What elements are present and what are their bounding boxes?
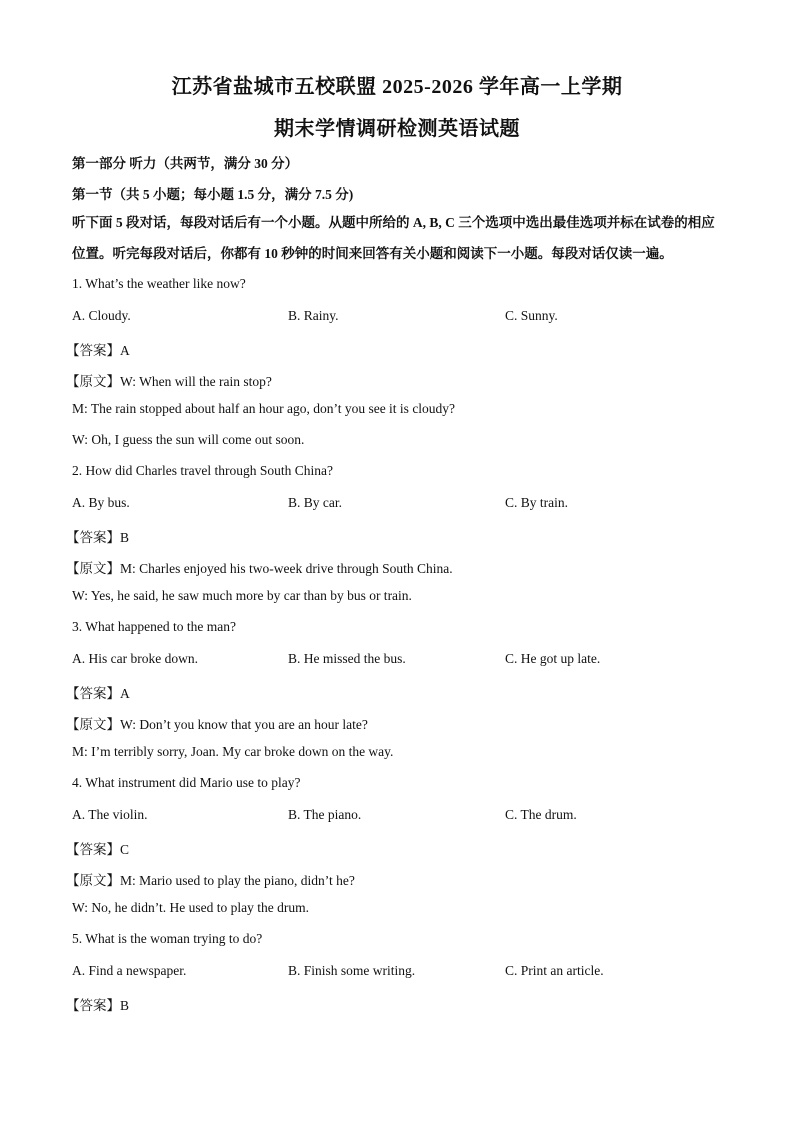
q2-option-c: C. By train. — [505, 495, 568, 510]
q5-answer: 【答案】B — [66, 998, 130, 1013]
question-2: 2. How did Charles travel through South China? — [72, 463, 333, 478]
q1-option-a: A. Cloudy. — [72, 308, 131, 323]
q2-transcript-1: 【原文】M: Charles enjoyed his two-week drive through South China. — [66, 561, 453, 576]
q3-option-b: B. He missed the bus. — [288, 651, 406, 666]
q4-option-c: C. The drum. — [505, 807, 577, 822]
q1-transcript-1: 【原文】W: When will the rain stop? — [66, 374, 272, 389]
q3-option-a: A. His car broke down. — [72, 651, 198, 666]
question-4: 4. What instrument did Mario use to play? — [72, 775, 301, 790]
q1-option-c: C. Sunny. — [505, 308, 558, 323]
q5-option-b: B. Finish some writing. — [288, 963, 416, 978]
q2-answer: 【答案】B — [66, 530, 130, 545]
question-3: 3. What happened to the man? — [72, 619, 236, 634]
q1-option-b: B. Rainy. — [288, 308, 339, 323]
q4-option-b: B. The piano. — [288, 807, 362, 822]
q3-answer: 【答案】A — [66, 686, 130, 701]
q2-option-b: B. By car. — [288, 495, 342, 510]
q2-option-a: A. By bus. — [72, 495, 130, 510]
section-heading: 第一节（共 5 小题；每小题 1.5 分，满分 7.5 分) — [72, 187, 354, 202]
q4-option-a: A. The violin. — [72, 807, 148, 822]
title-line-2: 期末学情调研检测英语试题 — [274, 118, 520, 140]
q1-answer: 【答案】A — [66, 343, 130, 358]
q5-option-c: C. Print an article. — [505, 963, 604, 978]
q4-answer: 【答案】C — [66, 842, 130, 857]
q3-transcript-1: 【原文】W: Don’t you know that you are an hour late? — [66, 717, 368, 732]
q5-option-a: A. Find a newspaper. — [72, 963, 187, 978]
part-heading: 第一部分 听力（共两节，满分 30 分） — [72, 156, 299, 171]
title-line-1: 江苏省盐城市五校联盟 2025-2026 学年高一上学期 — [171, 76, 623, 98]
q1-transcript-2: M: The rain stopped about half an hour ago, don’t you see it is cloudy? — [72, 401, 456, 416]
instructions-paragraph: 听下面 5 段对话，每段对话后有一个小题。从题中所给的 A, B, C 三个选项中选出最佳选项并标在试卷的相应位置。听完每段对话后，你都有 10 秒钟的时间来回答有关小题和阅读下一小题。每段对话仅读一遍。 — [72, 215, 715, 261]
question-5: 5. What is the woman trying to do? — [72, 931, 263, 946]
q4-transcript-2: W: No, he didn’t. He used to play the drum. — [72, 900, 309, 915]
q3-transcript-2: M: I’m terribly sorry, Joan. My car broke down on the way. — [72, 744, 394, 759]
q2-transcript-2: W: Yes, he said, he saw much more by car than by bus or train. — [72, 588, 412, 603]
q1-transcript-3: W: Oh, I guess the sun will come out soon. — [72, 432, 305, 447]
question-1: 1. What’s the weather like now? — [72, 276, 246, 291]
q4-transcript-1: 【原文】M: Mario used to play the piano, didn’t he? — [66, 873, 355, 888]
q3-option-c: C. He got up late. — [505, 651, 601, 666]
